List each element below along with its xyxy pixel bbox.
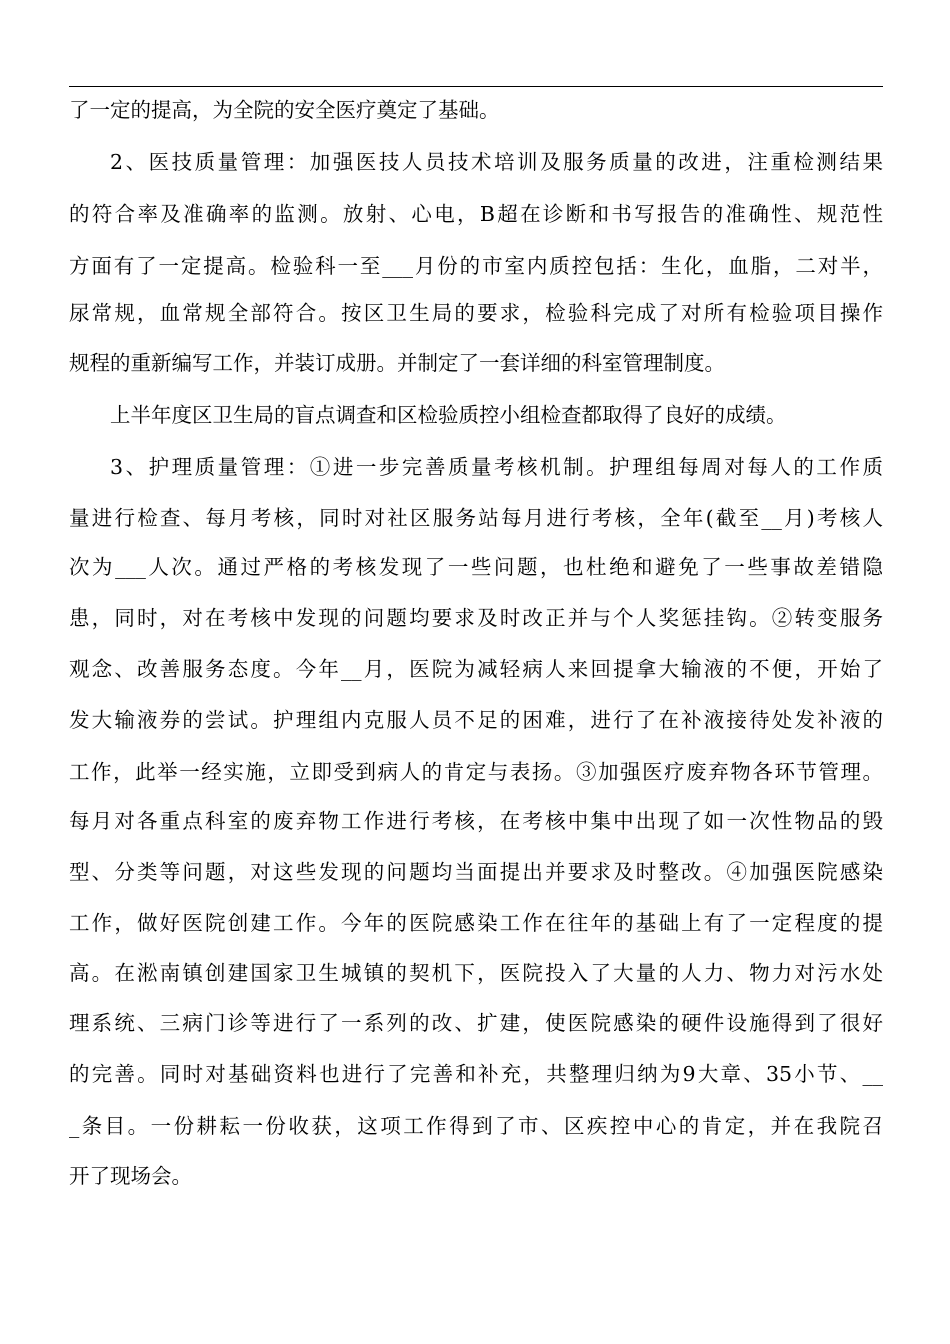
text-line: 工作，此举一经实施，立即受到病人的肯定与表扬。③加强医疗废弃物各环节管理。 xyxy=(69,760,883,784)
text-line: _条目。一份耕耘一份收获，这项工作得到了市、区疾控中心的肯定，并在我院召 xyxy=(69,1114,883,1138)
text-line: 了一定的提高，为全院的安全医疗奠定了基础。 xyxy=(69,98,500,122)
text-line: 方面有了一定提高。检验科一至___月份的市室内质控包括：生化，血脂，二对半， xyxy=(69,254,883,278)
text-line: 的符合率及准确率的监测。放射、心电，B超在诊断和书写报告的准确性、规范性 xyxy=(69,202,883,226)
text-line: 开了现场会。 xyxy=(69,1164,192,1188)
text-line: 的完善。同时对基础资料也进行了完善和补充，共整理归纳为9大章、35小节、__ xyxy=(69,1062,883,1086)
text-line: 发大输液券的尝试。护理组内克服人员不足的困难，进行了在补液接待处发补液的 xyxy=(69,708,883,732)
text-line: 量进行检查、每月考核，同时对社区服务站每月进行考核，全年(截至__月)考核人 xyxy=(69,506,883,530)
text-line: 工作，做好医院创建工作。今年的医院感染工作在往年的基础上有了一定程度的提 xyxy=(69,911,883,935)
text-line: 2、医技质量管理：加强医技人员技术培训及服务质量的改进，注重检测结果 xyxy=(110,150,883,174)
text-line: 理系统、三病门诊等进行了一系列的改、扩建，使医院感染的硬件设施得到了很好 xyxy=(69,1011,883,1035)
text-line: 患，同时，对在考核中发现的问题均要求及时改正并与个人奖惩挂钩。②转变服务 xyxy=(69,606,883,630)
text-line: 上半年度区卫生局的盲点调查和区检验质控小组检查都取得了良好的成绩。 xyxy=(110,403,787,427)
text-line: 尿常规，血常规全部符合。按区卫生局的要求，检验科完成了对所有检验项目操作 xyxy=(69,301,883,325)
text-line: 每月对各重点科室的废弃物工作进行考核，在考核中集中出现了如一次性物品的毁 xyxy=(69,809,883,833)
text-line: 次为___人次。通过严格的考核发现了一些问题，也杜绝和避免了一些事故差错隐 xyxy=(69,555,883,579)
text-line: 观念、改善服务态度。今年__月，医院为减轻病人来回提拿大输液的不便，开始了 xyxy=(69,657,883,681)
text-line: 3、护理质量管理：①进一步完善质量考核机制。护理组每周对每人的工作质 xyxy=(110,455,883,479)
text-line: 型、分类等问题，对这些发现的问题均当面提出并要求及时整改。④加强医院感染 xyxy=(69,860,883,884)
text-line: 高。在淞南镇创建国家卫生城镇的契机下，医院投入了大量的人力、物力对污水处 xyxy=(69,961,883,985)
text-line: 规程的重新编写工作，并装订成册。并制定了一套详细的科室管理制度。 xyxy=(69,351,725,375)
header-rule xyxy=(69,86,883,87)
